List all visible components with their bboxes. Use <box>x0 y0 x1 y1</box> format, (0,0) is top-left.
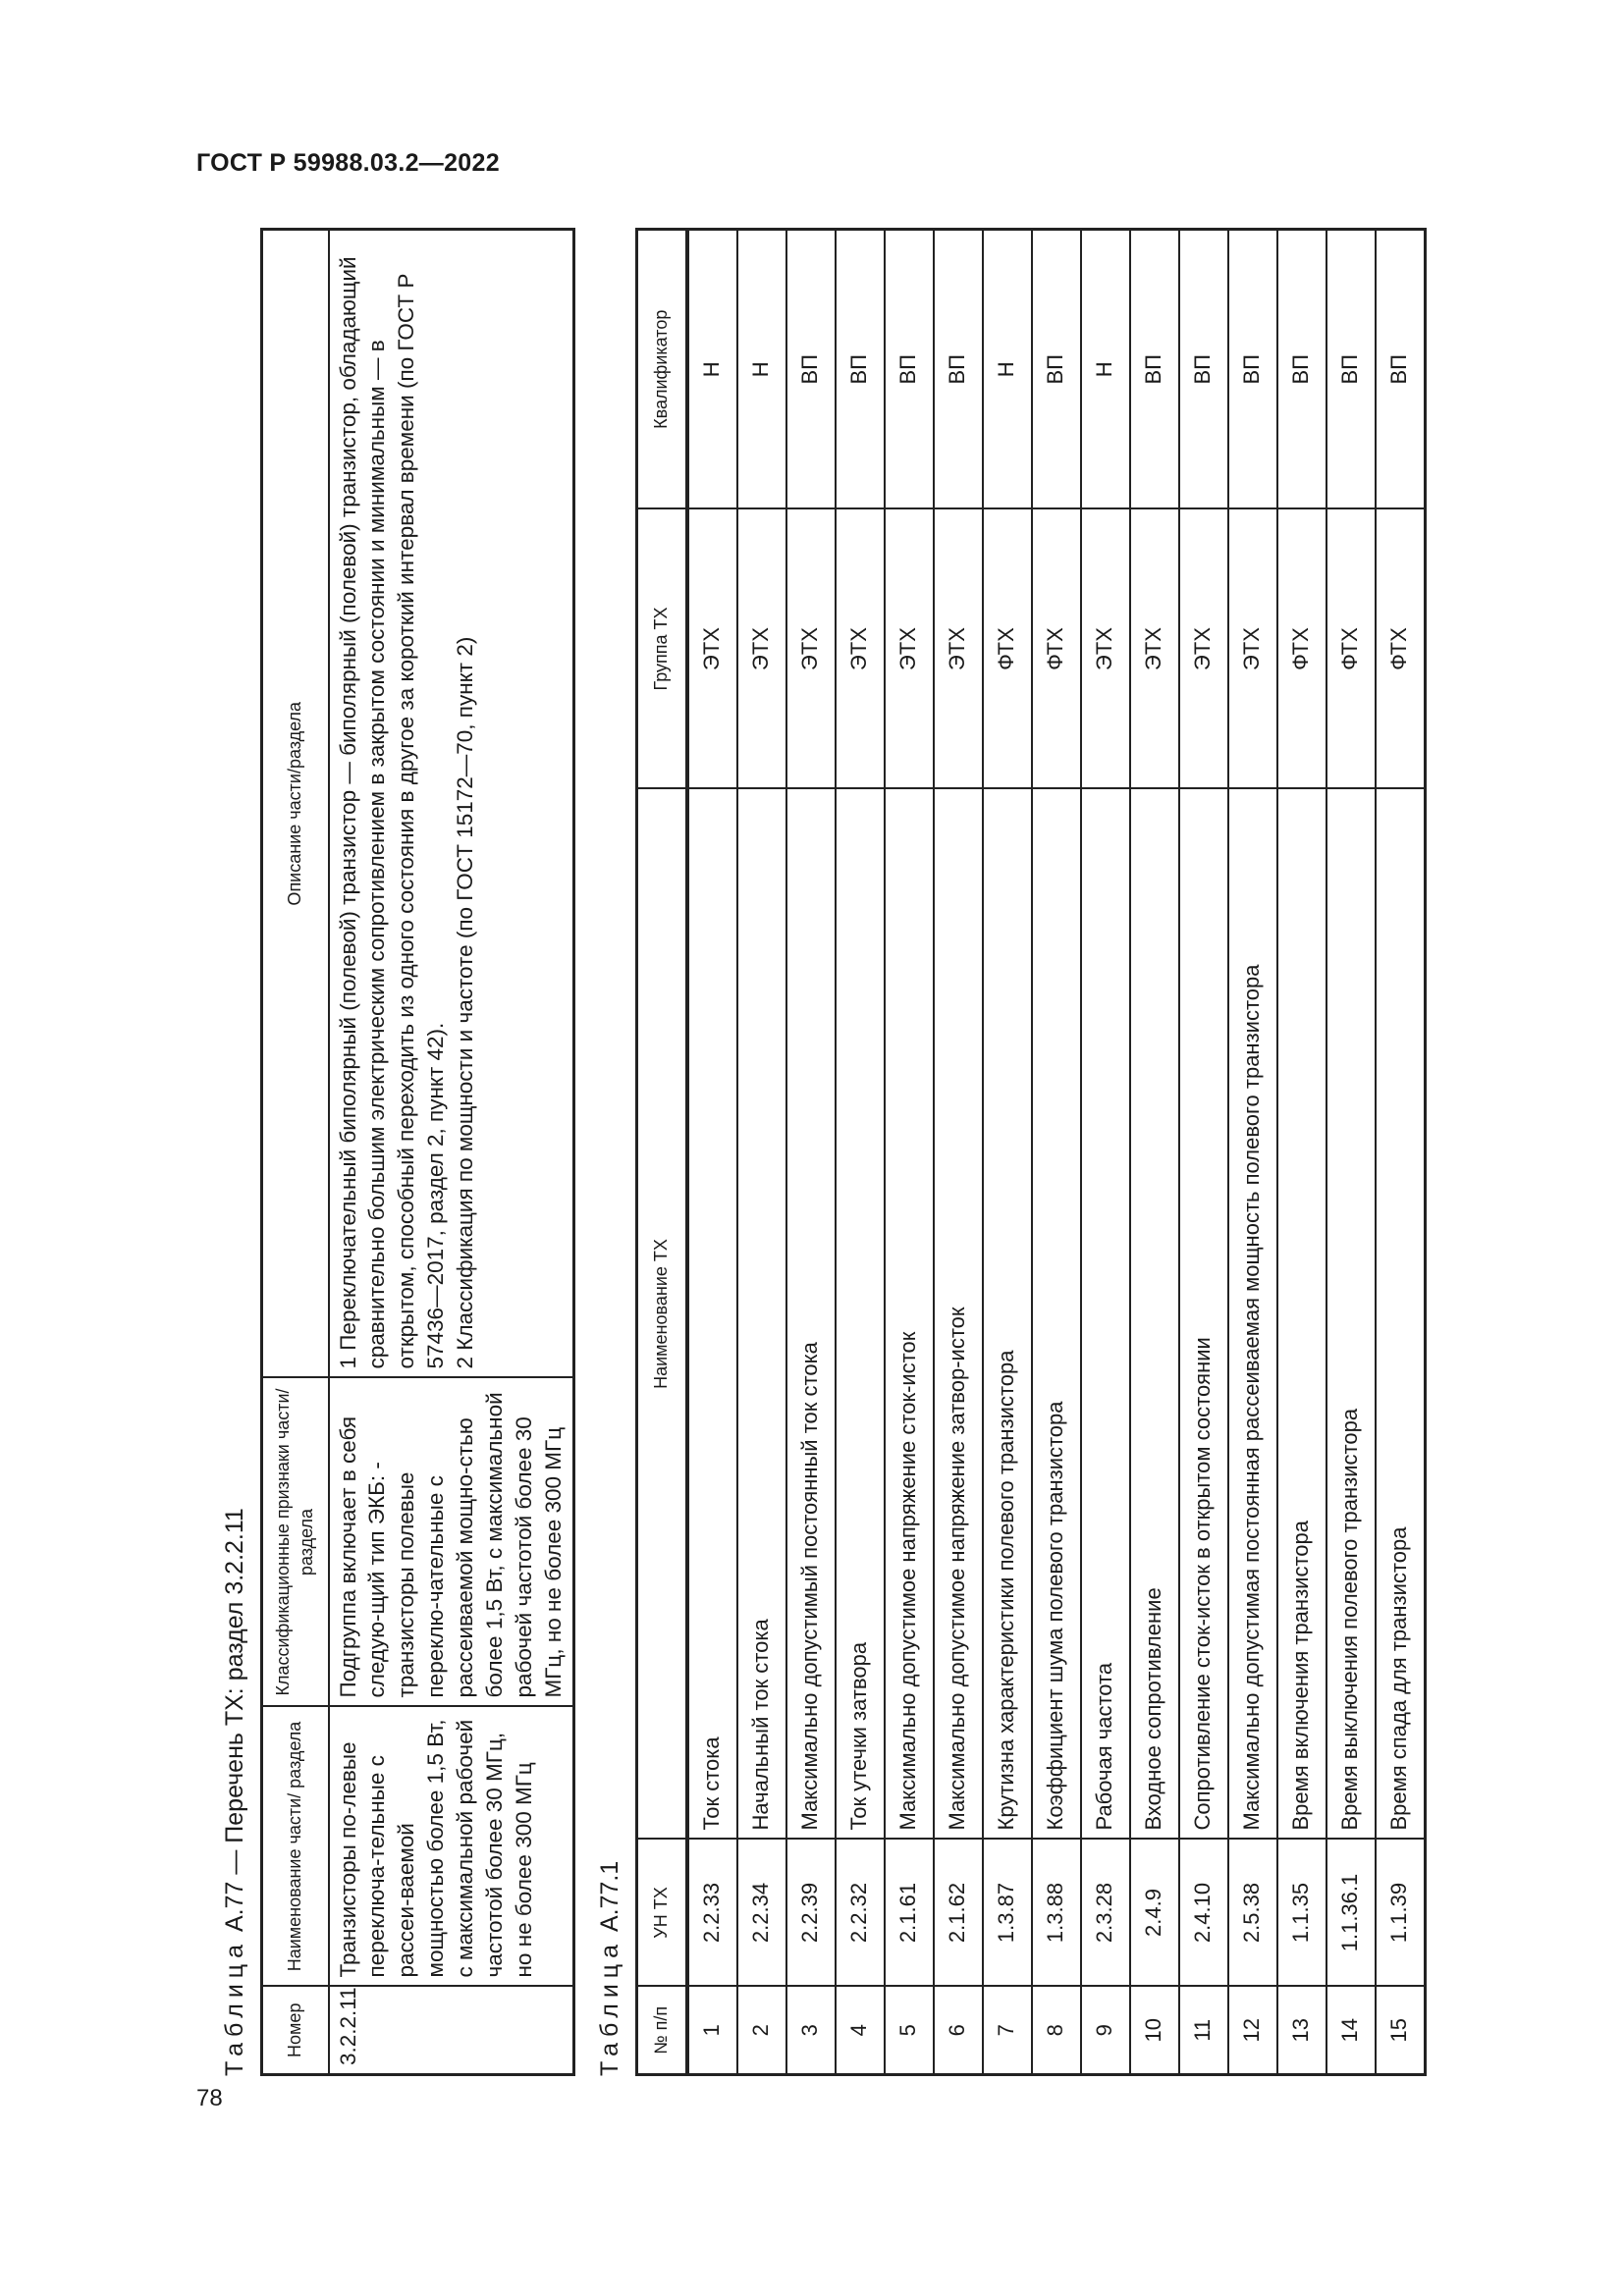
cell-code: 1.3.87 <box>983 1840 1032 1987</box>
cell-code: 2.4.9 <box>1130 1840 1179 1987</box>
cell-qualifier: ВП <box>1277 230 1326 509</box>
cell-qualifier: ВП <box>934 230 983 509</box>
cell-name: Максимально допустимое напряжение затвор-исток <box>934 789 983 1840</box>
col-header: Наименование ТХ <box>637 789 688 1840</box>
cell-group: ЭТХ <box>836 509 885 789</box>
cell-qualifier: Н <box>983 230 1032 509</box>
cell-group: ФТХ <box>1277 509 1326 789</box>
cell-features: Подгруппа включает в себя следую-щий тип ЭКБ: - транзисторы полевые переклю-чательные с рассеиваемой мощно-стью более 1,5 Вт, с максимальной рабочей частотой более 30 МГц, но не более 300 МГц <box>329 1378 574 1707</box>
cell-code: 1.1.36.1 <box>1326 1840 1376 1987</box>
table-row <box>1376 230 1426 2075</box>
cell-code: 2.2.39 <box>786 1840 836 1987</box>
cell-qualifier: ВП <box>1179 230 1228 509</box>
cell-index: 1 <box>687 1987 737 2075</box>
description-item-1: 1 Переключательный биполярный (полевой) транзистор — биполярный (полевой) транзистор, обладающий сравнительно большим электрическим сопротивлением в закрытом состоянии и минимальным — в открытом, способный переходить из одного состояния в другое за короткий интервал времени (по ГОСТ Р 57436—2017, раздел 2, пункт 42). <box>335 256 449 1369</box>
table-row <box>885 230 934 2075</box>
cell-code: 2.3.28 <box>1081 1840 1130 1987</box>
table-row <box>1326 230 1376 2075</box>
table-row <box>1277 230 1326 2075</box>
cell-index: 4 <box>836 1987 885 2075</box>
cell-number: 3.2.2.11 <box>329 1987 574 2075</box>
table-row <box>687 230 737 2075</box>
cell-qualifier: Н <box>1081 230 1130 509</box>
cell-qualifier: ВП <box>836 230 885 509</box>
cell-code: 2.1.61 <box>885 1840 934 1987</box>
cell-group: ЭТХ <box>1228 509 1277 789</box>
cell-name: Ток стока <box>687 789 737 1840</box>
cell-code: 2.2.34 <box>737 1840 786 1987</box>
cell-group: ЭТХ <box>885 509 934 789</box>
table-row <box>1228 230 1277 2075</box>
cell-qualifier: Н <box>737 230 786 509</box>
table-row <box>786 230 836 2075</box>
table-row <box>1032 230 1081 2075</box>
cell-index: 5 <box>885 1987 934 2075</box>
table-a77 <box>260 228 575 2076</box>
cell-name: Коэффициент шума полевого транзистора <box>1032 789 1081 1840</box>
caption-prefix: Таблица <box>221 1938 248 2076</box>
table-a77-1 <box>635 228 1427 2076</box>
cell-qualifier: ВП <box>885 230 934 509</box>
page-number: 78 <box>196 2085 223 2111</box>
cell-qualifier: ВП <box>1376 230 1426 509</box>
cell-code: 2.2.32 <box>836 1840 885 1987</box>
table-a77-1-caption <box>596 1861 624 2076</box>
table-row <box>983 230 1032 2075</box>
cell-name: Транзисторы по-левые переключа-тельные с рассеи-ваемой мощностью более 1,5 Вт, с максимальной рабочей частотой более 30 МГц, но не более 300 МГц <box>329 1707 574 1987</box>
cell-name: Время спада для транзистора <box>1376 789 1426 1840</box>
cell-name: Начальный ток стока <box>737 789 786 1840</box>
cell-name: Время выключения полевого транзистора <box>1326 789 1376 1840</box>
cell-index: 10 <box>1130 1987 1179 2075</box>
cell-name: Крутизна характеристики полевого транзистора <box>983 789 1032 1840</box>
cell-index: 8 <box>1032 1987 1081 2075</box>
cell-name: Время включения транзистора <box>1277 789 1326 1840</box>
caption-text: А.77.1 <box>596 1860 623 1933</box>
cell-index: 3 <box>786 1987 836 2075</box>
cell-group: ФТХ <box>1032 509 1081 789</box>
cell-code: 1.3.88 <box>1032 1840 1081 1987</box>
col-header: УН ТХ <box>637 1840 688 1987</box>
cell-index: 14 <box>1326 1987 1376 2075</box>
table-row <box>737 230 786 2075</box>
cell-code: 2.4.10 <box>1179 1840 1228 1987</box>
cell-index: 13 <box>1277 1987 1326 2075</box>
cell-group: ЭТХ <box>1130 509 1179 789</box>
col-header: Номер <box>262 1987 329 2075</box>
cell-group: ФТХ <box>1326 509 1376 789</box>
table-row <box>329 230 574 2075</box>
cell-qualifier: ВП <box>1032 230 1081 509</box>
caption-text: А.77 — Перечень ТХ: раздел 3.2.2.11 <box>221 1508 248 1933</box>
col-header: Группа ТХ <box>637 509 688 789</box>
cell-name: Максимально допустимый постоянный ток стока <box>786 789 836 1840</box>
cell-group: ФТХ <box>1376 509 1426 789</box>
col-header: Описание части/раздела <box>262 230 329 1378</box>
cell-group: ЭТХ <box>1179 509 1228 789</box>
cell-qualifier: ВП <box>1130 230 1179 509</box>
cell-code: 1.1.39 <box>1376 1840 1426 1987</box>
cell-code: 2.5.38 <box>1228 1840 1277 1987</box>
cell-group: ЭТХ <box>687 509 737 789</box>
table-row <box>1130 230 1179 2075</box>
cell-qualifier: ВП <box>786 230 836 509</box>
cell-description <box>329 230 574 1378</box>
description-item-2: 2 Классификация по мощности и частоте (по ГОСТ 15172—70, пункт 2) <box>453 636 478 1369</box>
cell-group: ФТХ <box>983 509 1032 789</box>
cell-name: Максимально допустимое напряжение сток-исток <box>885 789 934 1840</box>
rotated-content <box>221 231 1458 2076</box>
col-header: Классификационные признаки части/ раздела <box>262 1378 329 1707</box>
table-row <box>1179 230 1228 2075</box>
cell-qualifier: Н <box>687 230 737 509</box>
cell-group: ЭТХ <box>1081 509 1130 789</box>
caption-prefix: Таблица <box>596 1938 623 2076</box>
cell-group: ЭТХ <box>786 509 836 789</box>
table-a77-caption <box>221 1508 249 2076</box>
cell-name: Максимально допустимая постоянная рассеиваемая мощность полевого транзистора <box>1228 789 1277 1840</box>
cell-index: 15 <box>1376 1987 1426 2075</box>
col-header: Наименование части/ раздела <box>262 1707 329 1987</box>
cell-index: 12 <box>1228 1987 1277 2075</box>
cell-group: ЭТХ <box>934 509 983 789</box>
cell-index: 11 <box>1179 1987 1228 2075</box>
cell-name: Сопротивление сток-исток в открытом состоянии <box>1179 789 1228 1840</box>
col-header: № п/п <box>637 1987 688 2075</box>
cell-index: 9 <box>1081 1987 1130 2075</box>
table-row <box>934 230 983 2075</box>
cell-name: Рабочая частота <box>1081 789 1130 1840</box>
document-header: ГОСТ Р 59988.03.2—2022 <box>196 149 500 177</box>
cell-code: 1.1.35 <box>1277 1840 1326 1987</box>
cell-index: 2 <box>737 1987 786 2075</box>
cell-name: Ток утечки затвора <box>836 789 885 1840</box>
cell-name: Входное сопротивление <box>1130 789 1179 1840</box>
cell-group: ЭТХ <box>737 509 786 789</box>
cell-qualifier: ВП <box>1228 230 1277 509</box>
col-header: Квалификатор <box>637 230 688 509</box>
cell-code: 2.1.62 <box>934 1840 983 1987</box>
cell-qualifier: ВП <box>1326 230 1376 509</box>
cell-index: 7 <box>983 1987 1032 2075</box>
cell-code: 2.2.33 <box>687 1840 737 1987</box>
table-row <box>1081 230 1130 2075</box>
cell-index: 6 <box>934 1987 983 2075</box>
table-row <box>836 230 885 2075</box>
